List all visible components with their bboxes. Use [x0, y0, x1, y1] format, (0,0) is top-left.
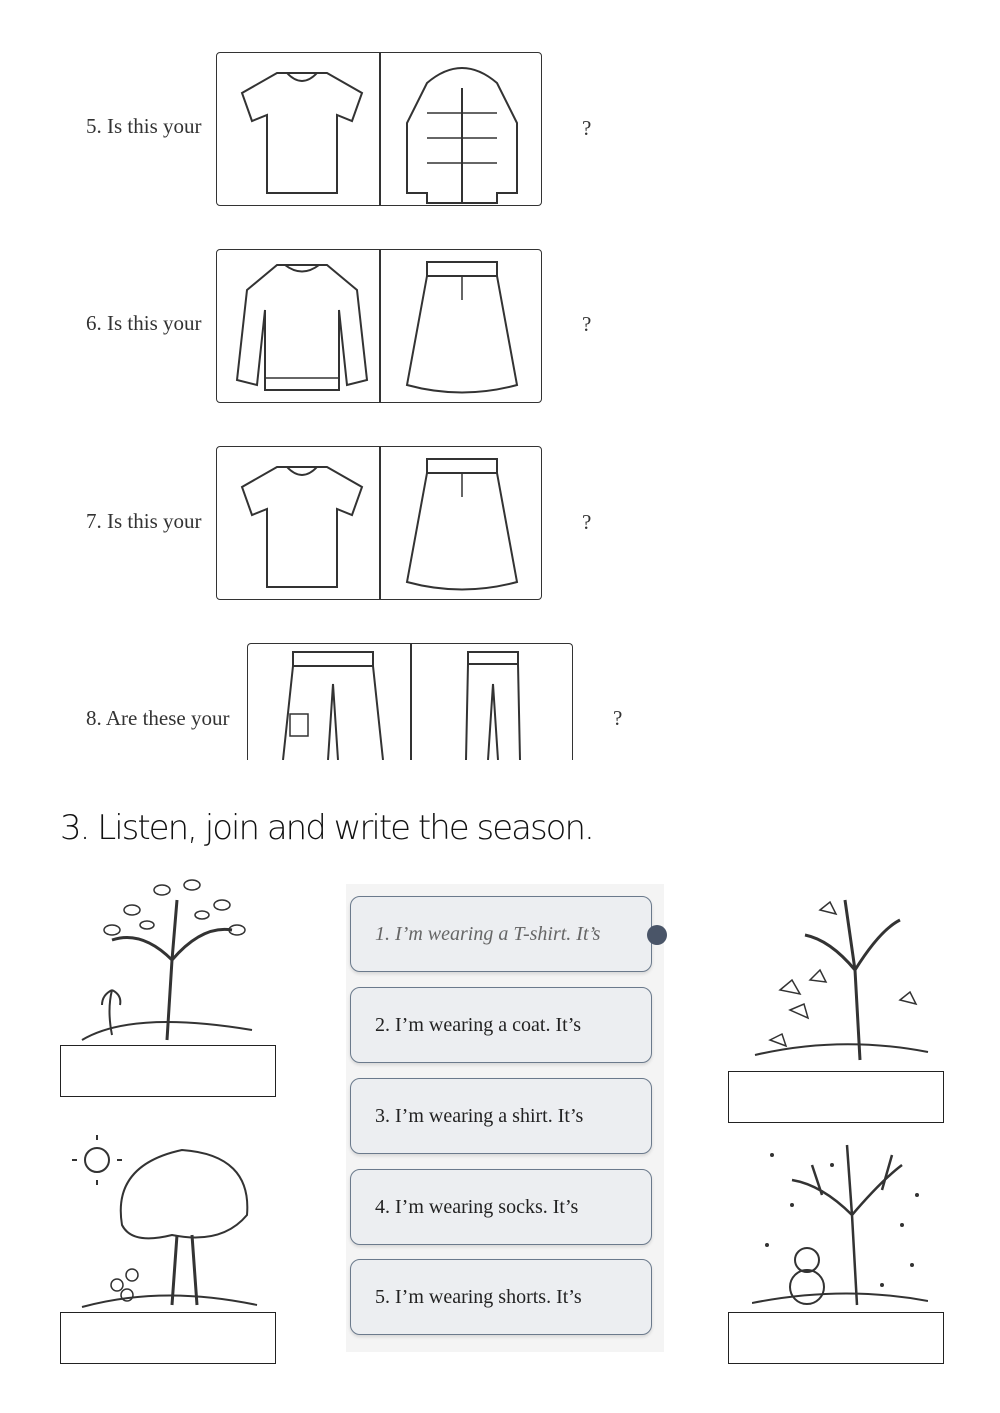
- question-8-label: 8. Are these your: [86, 706, 230, 730]
- jacket-picture: [387, 53, 537, 205]
- autumn-tree-picture: [750, 880, 930, 1070]
- question-8-picture-box: [247, 643, 573, 760]
- winter-tree-picture: [752, 1135, 928, 1307]
- winter-answer-box[interactable]: [728, 1312, 944, 1364]
- connector-dot[interactable]: [647, 925, 667, 945]
- spring-tree-picture: [72, 870, 262, 1045]
- match-card-1-label: 1. I’m wearing a T-shirt. It’s: [375, 923, 601, 945]
- question-6-label: 6. Is this your: [86, 311, 202, 335]
- skirt-picture: [387, 447, 537, 599]
- question-5-picture-box: [216, 52, 542, 206]
- tshirt-picture: [227, 53, 377, 205]
- summer-tree-picture: [72, 1135, 262, 1310]
- match-card-5-label: 5. I’m wearing shorts. It’s: [375, 1286, 582, 1308]
- summer-answer-box[interactable]: [60, 1312, 276, 1364]
- skirt-picture: [387, 250, 537, 402]
- trousers-picture: [258, 644, 408, 760]
- jeans-picture: [418, 644, 568, 760]
- match-card-4-label: 4. I’m wearing socks. It’s: [375, 1196, 579, 1218]
- question-7-label: 7. Is this your: [86, 509, 202, 533]
- question-5-mark: ?: [582, 116, 592, 140]
- match-card-3[interactable]: [350, 1078, 652, 1154]
- tshirt-picture: [227, 447, 377, 599]
- question-7-mark: ?: [582, 510, 592, 534]
- match-card-2[interactable]: [350, 987, 652, 1063]
- jumper-picture: [227, 250, 377, 402]
- question-6-mark: ?: [582, 312, 592, 336]
- question-5-label: 5. Is this your: [86, 114, 202, 138]
- section-3-title: 3. Listen, join and write the season.: [60, 808, 593, 848]
- question-6-picture-box: [216, 249, 542, 403]
- spring-answer-box[interactable]: [60, 1045, 276, 1097]
- match-card-5[interactable]: [350, 1259, 652, 1335]
- match-card-3-label: 3. I’m wearing a shirt. It’s: [375, 1105, 584, 1127]
- match-card-2-label: 2. I’m wearing a coat. It’s: [375, 1014, 582, 1036]
- match-card-1[interactable]: [350, 896, 652, 972]
- question-8-mark: ?: [613, 706, 623, 730]
- question-7-picture-box: [216, 446, 542, 600]
- match-card-4[interactable]: [350, 1169, 652, 1245]
- autumn-answer-box[interactable]: [728, 1071, 944, 1123]
- matching-card-panel: [346, 884, 664, 1352]
